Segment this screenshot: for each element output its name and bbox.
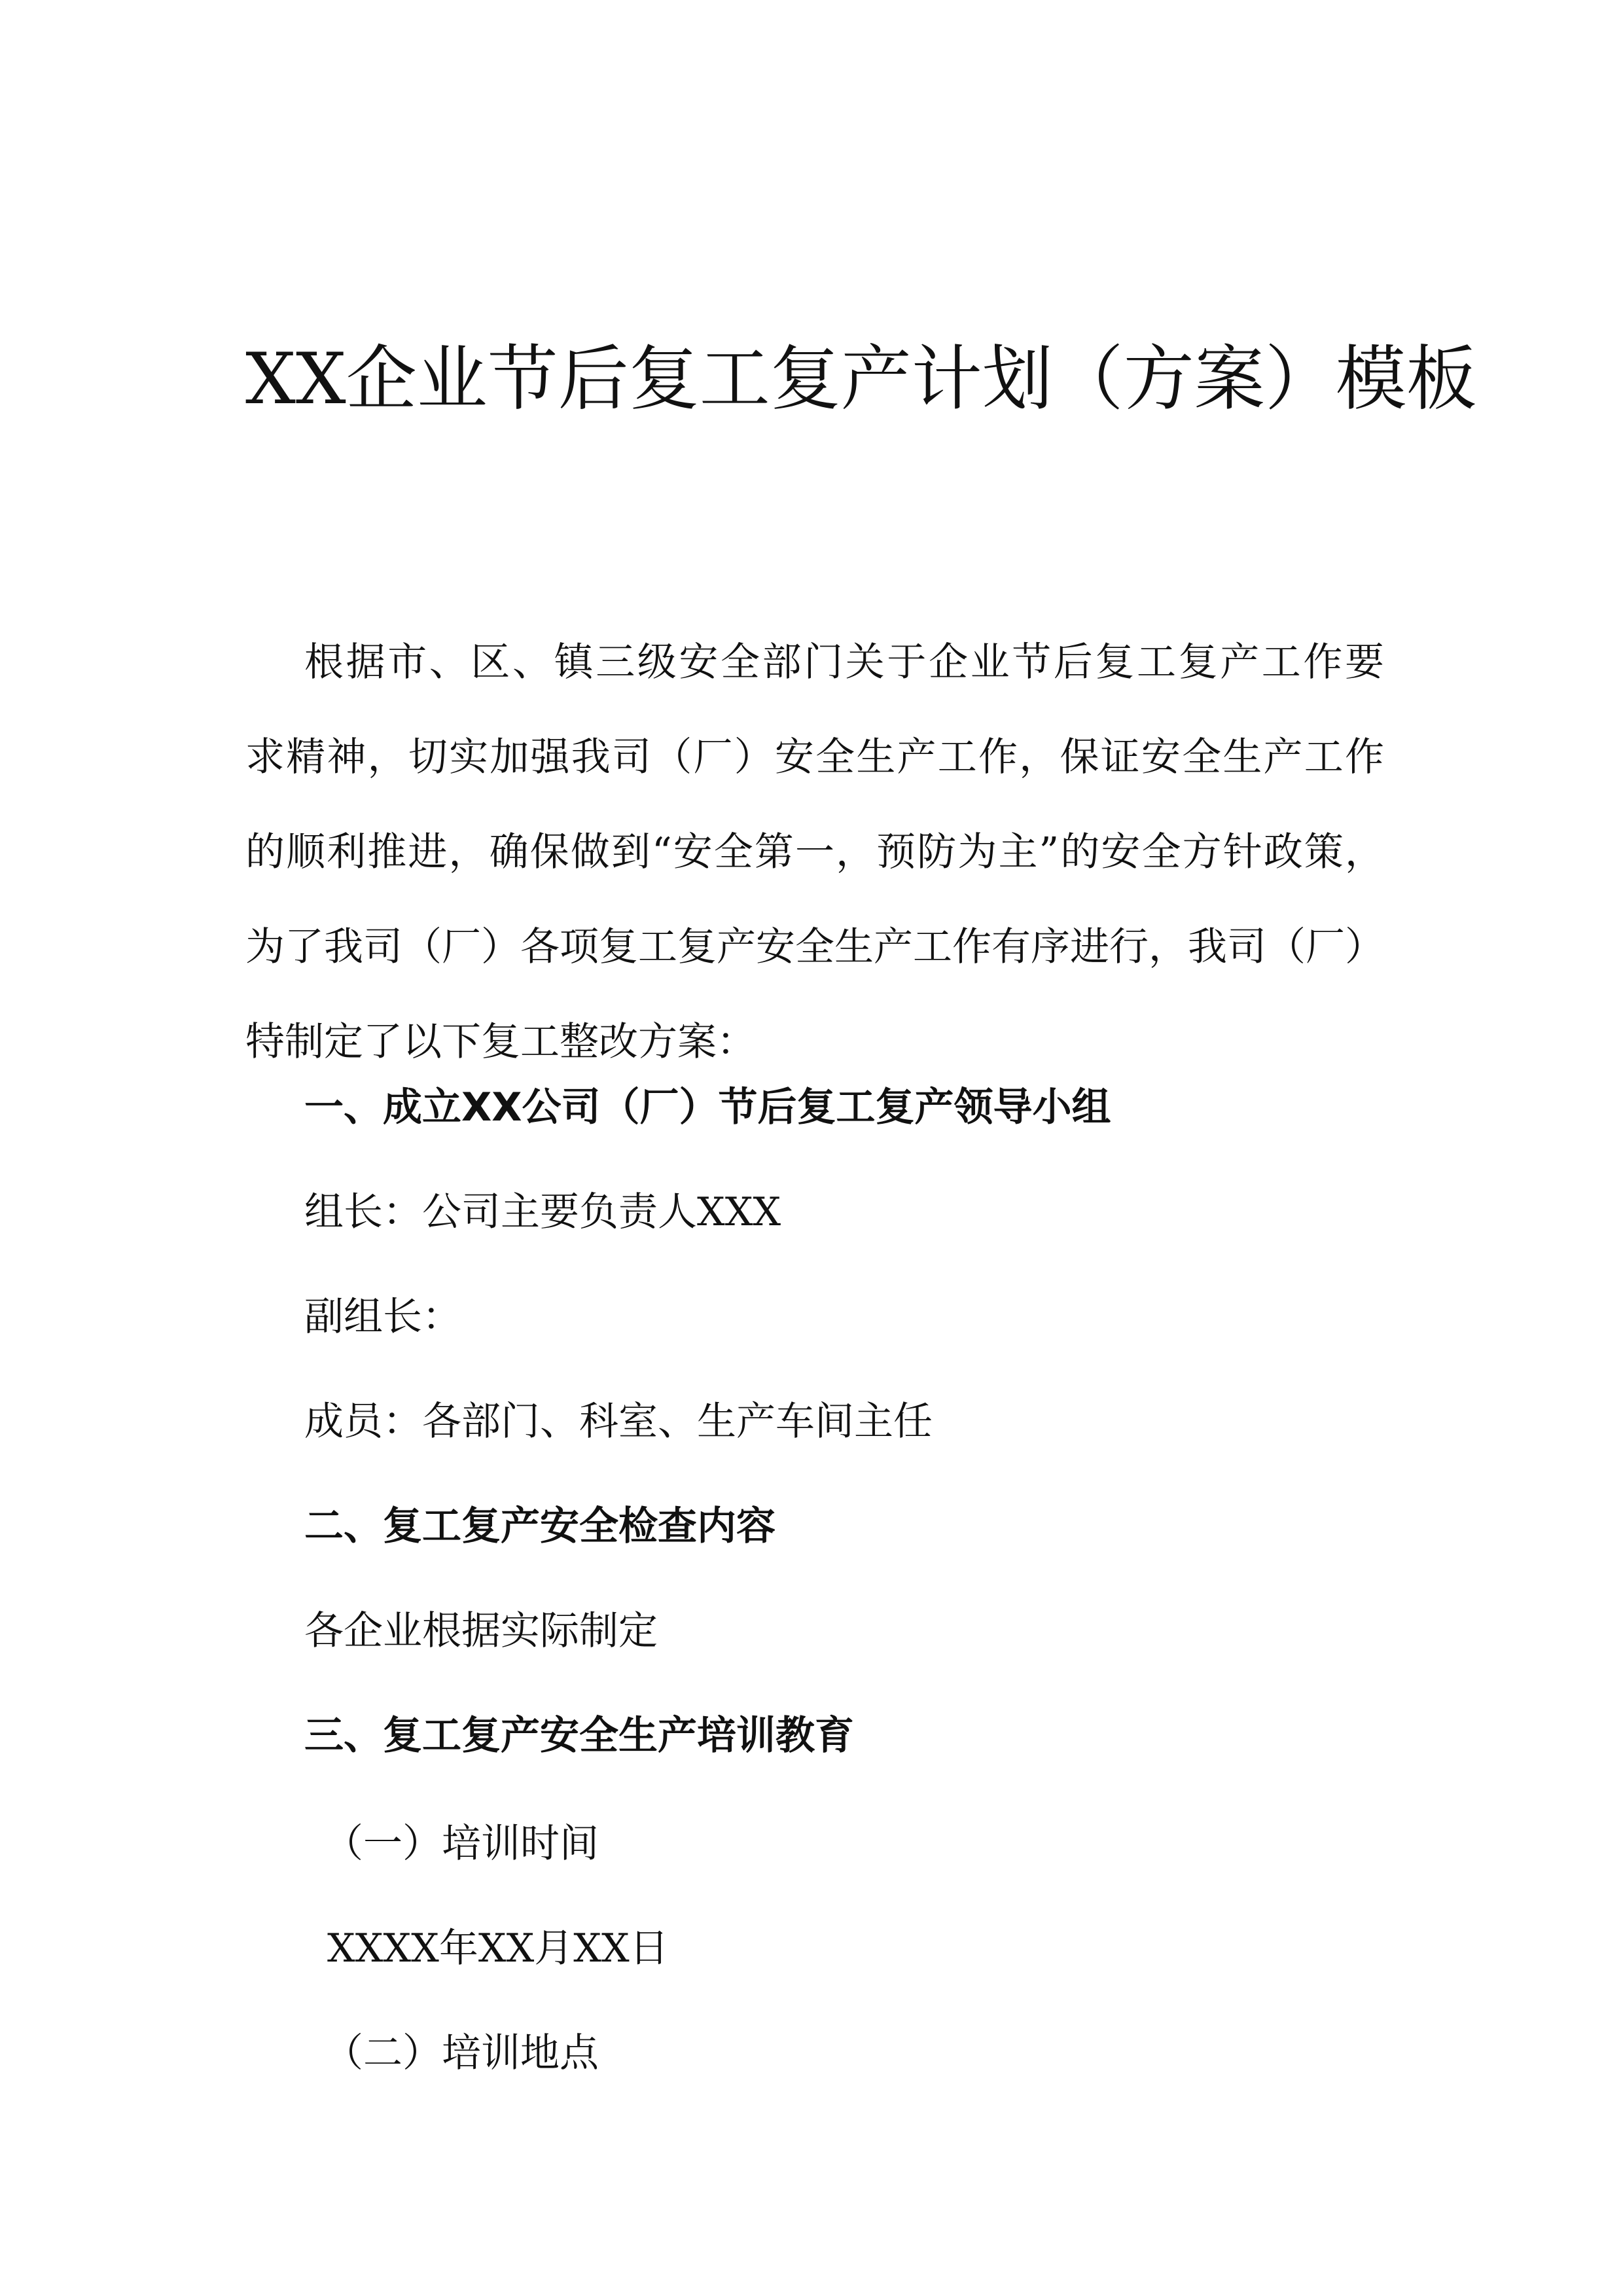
intro-line: 为了我司（厂）各项复工复产安全生产工作有序进行，我司（厂） [245,924,1384,970]
subsection-heading: （二）培训地点 [324,2030,599,2076]
deputy-line: 副组长： [304,1294,461,1340]
section-heading: 一、成立XX公司（厂）节后复工复产领导小组 [304,1085,1111,1130]
intro-line: 求精神，切实加强我司（厂）安全生产工作，保证安全生产工作 [245,734,1384,780]
section-heading: 三、复工复产安全生产培训教育 [304,1713,854,1759]
members-line: 成员：各部门、科室、生产车间主任 [304,1399,933,1444]
document-title: XX企业节后复工复产计划（方案）模板 [245,338,1477,420]
intro-line: 特制定了以下复工整改方案： [245,1019,756,1065]
intro-line: 根据市、区、镇三级安全部门关于企业节后复工复产工作要 [304,639,1384,685]
subsection-heading: （一）培训时间 [324,1821,599,1867]
section-heading: 二、复工复产安全检查内容 [304,1503,776,1549]
subsection-content: XXXX年XX月XX日 [327,1926,669,1971]
intro-paragraph [245,615,1384,1090]
intro-line: 的顺利推进，确保做到“安全第一，预防为主”的安全方针政策， [245,829,1384,875]
leader-line: 组长：公司主要负责人XXX [304,1189,781,1235]
section-content: 各企业根据实际制定 [304,1608,658,1654]
